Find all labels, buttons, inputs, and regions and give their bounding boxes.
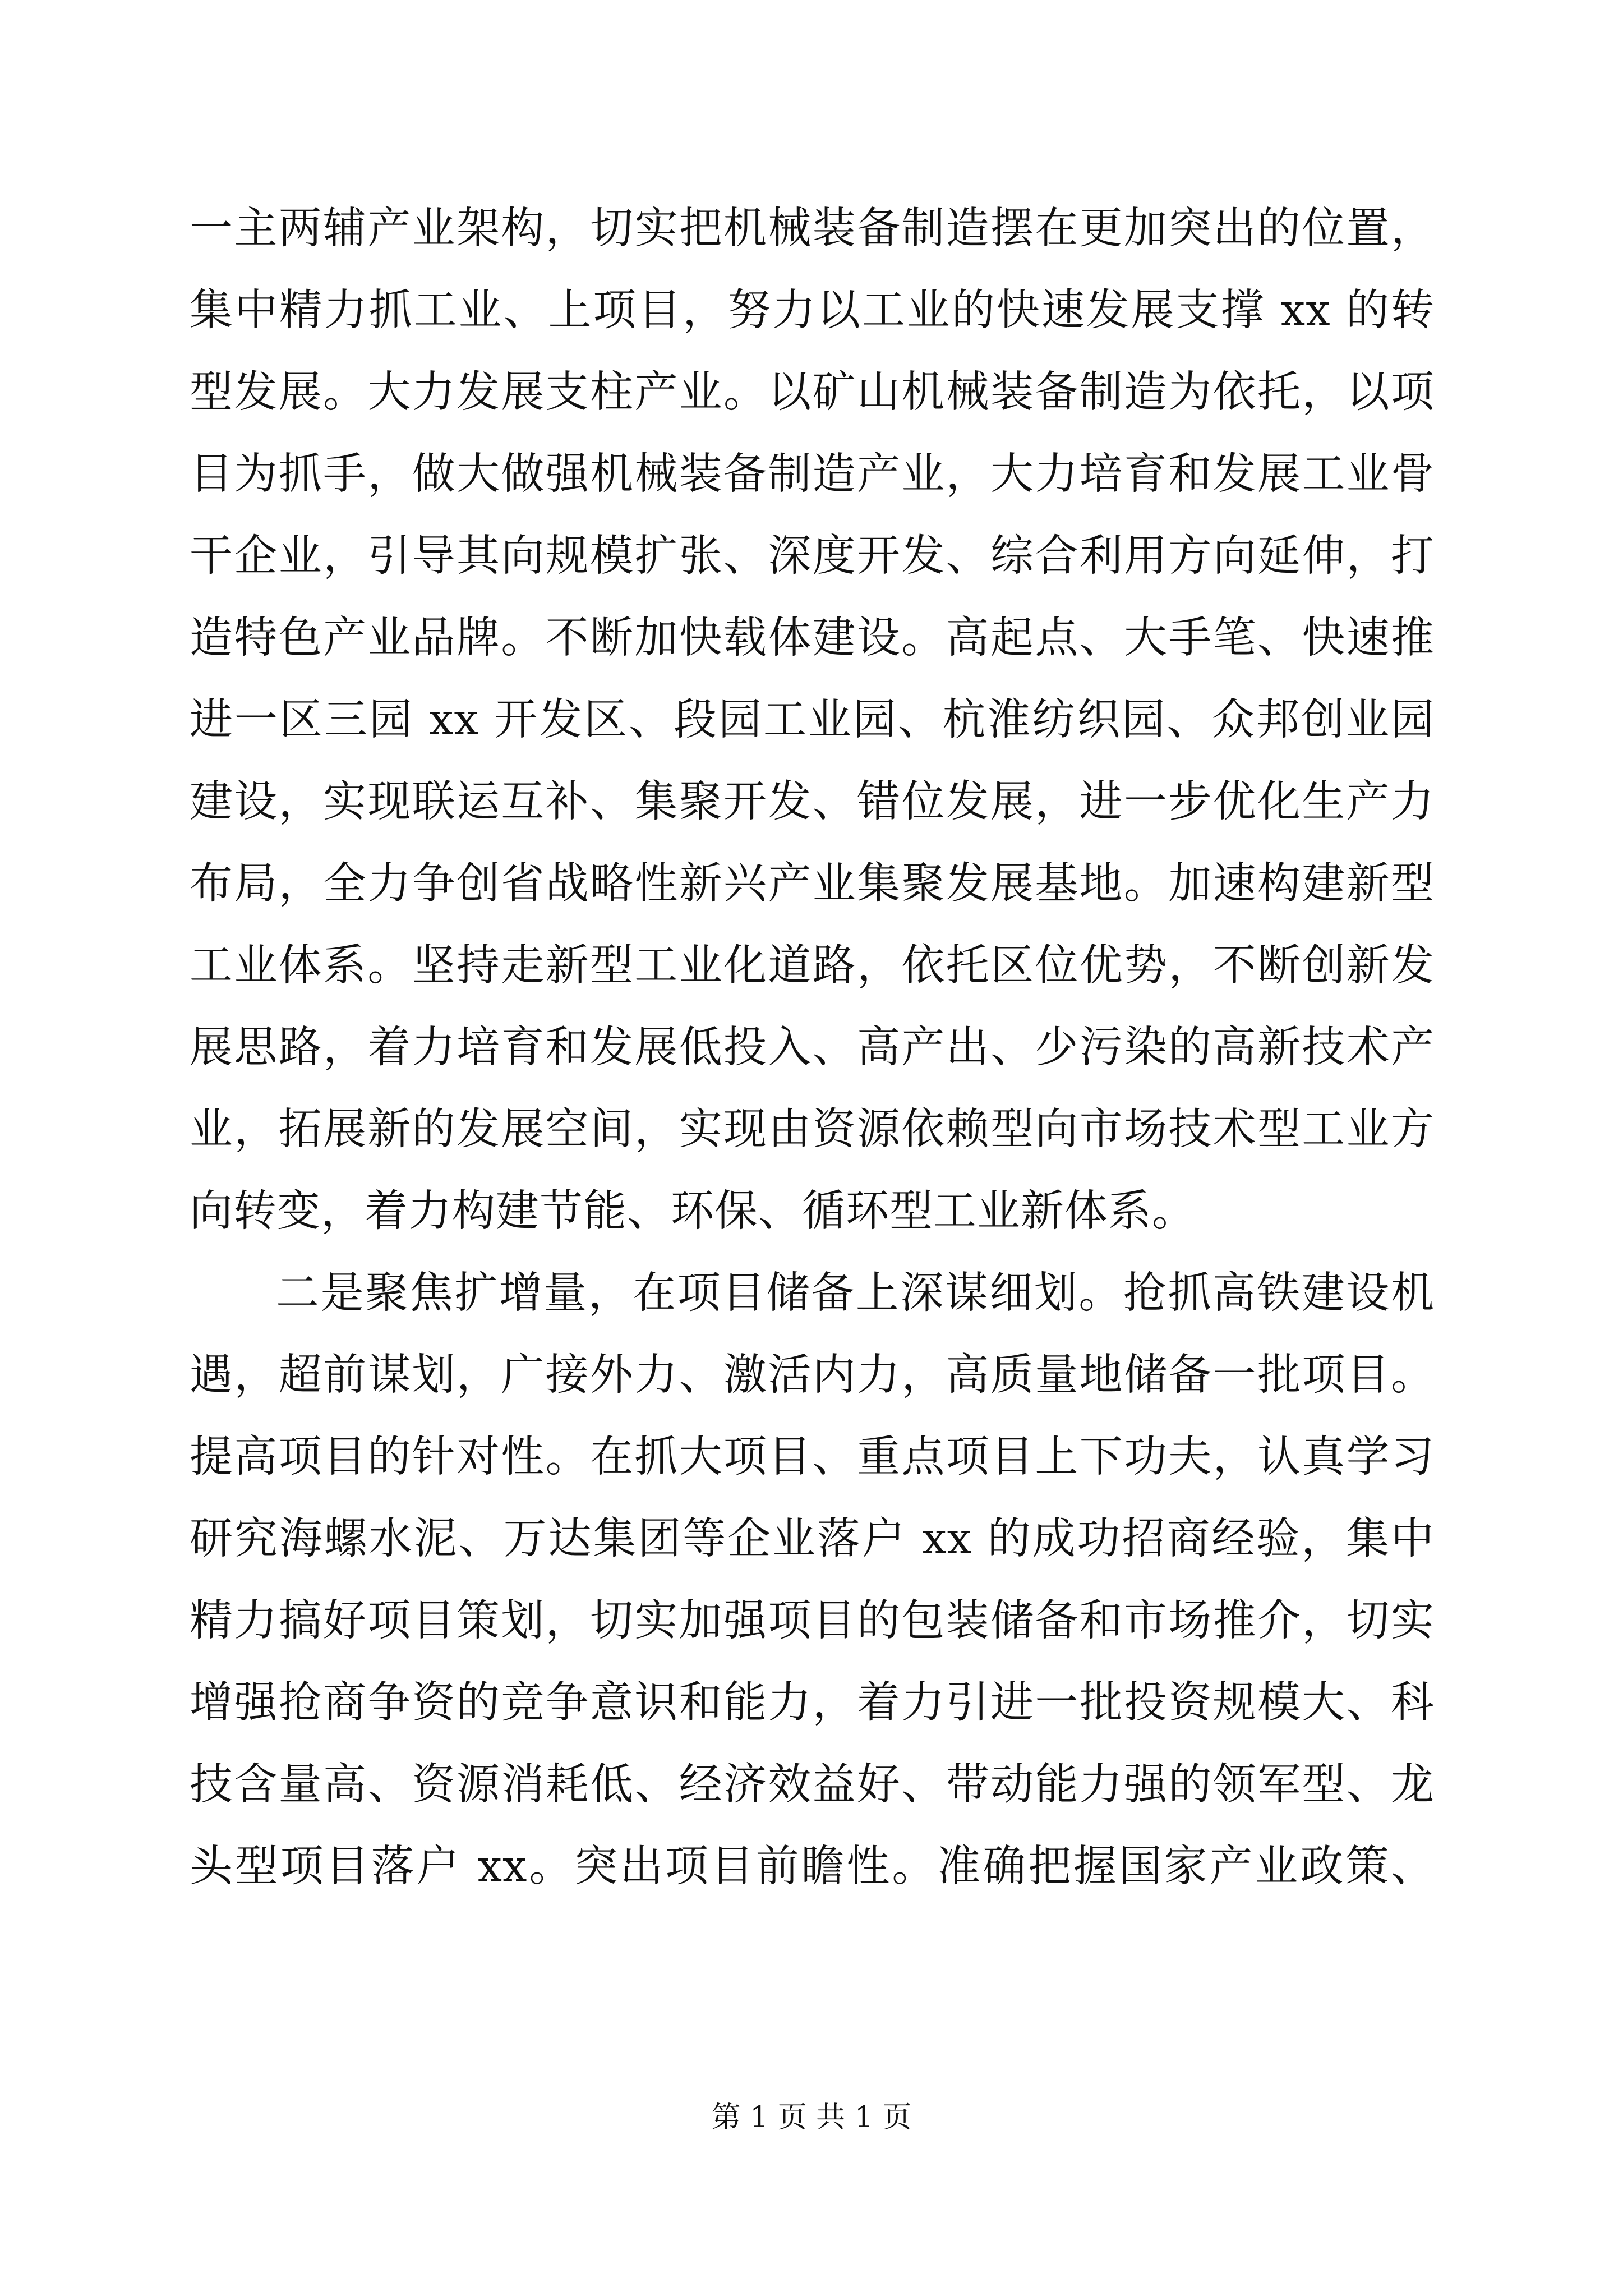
- text-line: 技含量高、资源消耗低、经济效益好、带动能力强的领军型、龙: [190, 1760, 1435, 1810]
- text-line: 提高项目的针对性。在抓大项目、重点项目上下功夫，认真学习: [190, 1432, 1435, 1482]
- text-line: 向转变，着力构建节能、环保、循环型工业新体系。: [190, 1186, 1196, 1236]
- text-line: 布局，全力争创省战略性新兴产业集聚发展基地。加速构建新型: [190, 859, 1435, 909]
- text-line: 工业体系。坚持走新型工业化道路，依托区位优势，不断创新发: [190, 941, 1435, 991]
- text-line: 目为抓手，做大做强机械装备制造产业，大力培育和发展工业骨: [190, 449, 1435, 499]
- document-body: [190, 188, 1435, 1908]
- text-line: 增强抢商争资的竞争意识和能力，着力引进一批投资规模大、科: [190, 1678, 1435, 1728]
- text-line: 进一区三园 xx 开发区、段园工业园、杭淮纺织园、众邦创业园: [190, 695, 1435, 745]
- text-line: 业，拓展新的发展空间，实现由资源依赖型向市场技术型工业方: [190, 1105, 1435, 1154]
- text-line: 遇，超前谋划，广接外力、激活内力，高质量地储备一批项目。: [190, 1350, 1435, 1400]
- text-line: 集中精力抓工业、上项目，努力以工业的快速发展支撑 xx 的转: [190, 286, 1435, 335]
- text-line: 建设，实现联运互补、集聚开发、错位发展，进一步优化生产力: [190, 777, 1435, 827]
- text-line: 展思路，着力培育和发展低投入、高产出、少污染的高新技术产: [190, 1023, 1435, 1073]
- text-line: 干企业，引导其向规模扩张、深度开发、综合利用方向延伸，打: [190, 531, 1435, 581]
- text-line: 头型项目落户 xx。突出项目前瞻性。准确把握国家产业政策、: [190, 1842, 1435, 1892]
- text-line: 精力搞好项目策划，切实加强项目的包装储备和市场推介，切实: [190, 1596, 1435, 1646]
- page-footer: 第 1 页 共 1 页: [711, 2101, 912, 2134]
- text-line: 型发展。大力发展支柱产业。以矿山机械装备制造为依托，以项: [190, 367, 1435, 417]
- text-line: 一主两辅产业架构，切实把机械装备制造摆在更加突出的位置，: [190, 204, 1435, 254]
- paragraph-start-line: 二是聚焦扩增量，在项目储备上深谋细划。抢抓高铁建设机: [276, 1268, 1435, 1318]
- text-line: 造特色产业品牌。不断加快载体建设。高起点、大手笔、快速推: [190, 613, 1435, 663]
- text-line: 研究海螺水泥、万达集团等企业落户 xx 的成功招商经验，集中: [190, 1514, 1435, 1564]
